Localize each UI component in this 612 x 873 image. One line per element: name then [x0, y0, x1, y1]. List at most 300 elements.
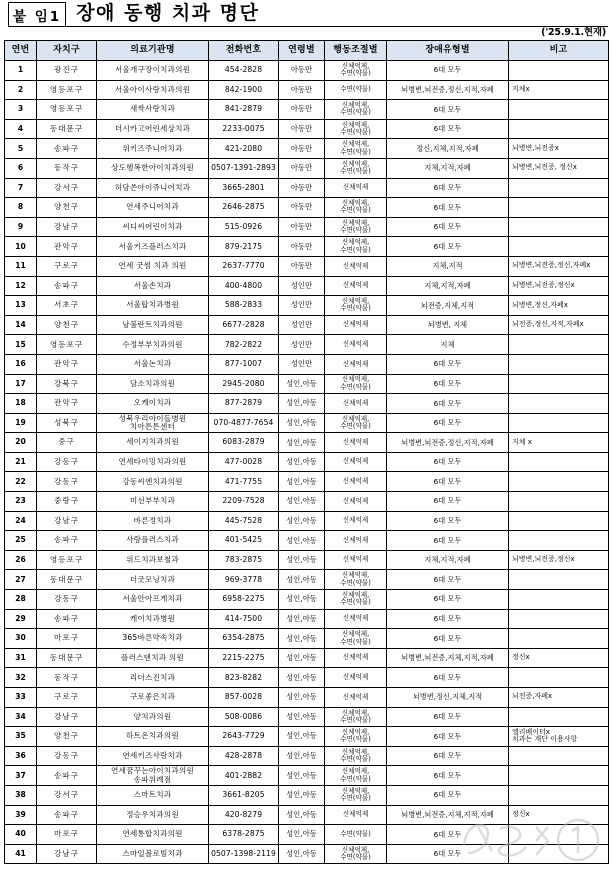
cell-age: 성인,아동: [279, 472, 325, 492]
table-row: [5, 100, 609, 120]
column-header: 연령별: [279, 41, 325, 61]
cell-ctrl: 신체억제: [325, 335, 387, 355]
cell-note: [509, 609, 609, 629]
cell-name: 남불란트치과의원: [97, 315, 209, 335]
table-row: [5, 550, 609, 570]
cell-note: [509, 452, 609, 472]
cell-num: 25: [5, 531, 37, 551]
cell-name: 서울안아프게치과: [97, 590, 209, 610]
cell-tel: 823-8282: [209, 668, 279, 688]
cell-ctrl: 수면(약물): [325, 80, 387, 100]
cell-gu: 송파구: [37, 609, 97, 629]
cell-tel: 783-2875: [209, 550, 279, 570]
column-header: 전화번호: [209, 41, 279, 61]
cell-age: 성인,아동: [279, 570, 325, 590]
cell-dis: 6대 모두: [387, 413, 509, 433]
cell-age: 성인,아동: [279, 394, 325, 414]
cell-gu: 동작구: [37, 158, 97, 178]
cell-tel: 841-2879: [209, 100, 279, 120]
cell-dis: 6대 모두: [387, 198, 509, 218]
table-row: [5, 139, 609, 159]
table-row: [5, 805, 609, 825]
cell-age: 성인,아동: [279, 805, 325, 825]
table-row: [5, 354, 609, 374]
cell-name: 성북우리아이들병원 치아튼튼센터: [97, 413, 209, 433]
cell-gu: 강서구: [37, 178, 97, 198]
cell-age: 아동만: [279, 80, 325, 100]
cell-name: 세이지치과의원: [97, 433, 209, 453]
cell-dis: 뇌병변,뇌전증,정신,지적,자폐: [387, 433, 509, 453]
cell-ctrl: 신체억제: [325, 648, 387, 668]
cell-num: 1: [5, 61, 37, 81]
table-row: [5, 746, 609, 766]
table-row: [5, 648, 609, 668]
cell-gu: 양천구: [37, 727, 97, 747]
cell-ctrl: 신체억제, 수면(약물): [325, 766, 387, 786]
cell-tel: 515-0926: [209, 217, 279, 237]
table-row: [5, 413, 609, 433]
cell-tel: 420-8279: [209, 805, 279, 825]
cell-tel: 421-2080: [209, 139, 279, 159]
table-row: [5, 629, 609, 649]
cell-tel: 2215-2275: [209, 648, 279, 668]
cell-dis: 6대 모두: [387, 570, 509, 590]
cell-tel: 414-7500: [209, 609, 279, 629]
cell-tel: 2643-7729: [209, 727, 279, 747]
cell-tel: 2646-2875: [209, 198, 279, 218]
cell-gu: 강남구: [37, 844, 97, 864]
document-header: [4, 2, 608, 36]
cell-age: 아동만: [279, 237, 325, 257]
cell-dis: 뇌병변,정신,지체,지적: [387, 688, 509, 708]
cell-name: 서울개구장이치과의원: [97, 61, 209, 81]
table-row: [5, 198, 609, 218]
cell-name: 스마일볼로빔치과: [97, 844, 209, 864]
cell-ctrl: 신체억제: [325, 492, 387, 512]
cell-tel: 400-4800: [209, 276, 279, 296]
cell-ctrl: 신체억제, 수면(약물): [325, 629, 387, 649]
table-row: [5, 688, 609, 708]
cell-dis: 지체,지적,자폐: [387, 550, 509, 570]
cell-num: 5: [5, 139, 37, 159]
cell-dis: 6대 모두: [387, 472, 509, 492]
cell-note: [509, 413, 609, 433]
cell-note: [509, 100, 609, 120]
cell-num: 21: [5, 452, 37, 472]
column-header: 자치구: [37, 41, 97, 61]
cell-ctrl: 신체억제: [325, 452, 387, 472]
cell-age: 아동만: [279, 217, 325, 237]
cell-name: 위키즈주니어치과: [97, 139, 209, 159]
cell-name: 연세 굿썸 치과 의원: [97, 256, 209, 276]
cell-note: 뇌전증,정신,지적,자폐x: [509, 315, 609, 335]
table-body: [5, 61, 609, 864]
cell-age: 성인,아동: [279, 550, 325, 570]
cell-note: [509, 217, 609, 237]
cell-note: [509, 668, 609, 688]
cell-note: [509, 354, 609, 374]
cell-gu: 강동구: [37, 472, 97, 492]
cell-gu: 광진구: [37, 61, 97, 81]
cell-gu: 영등포구: [37, 80, 97, 100]
cell-name: 서울탑치과병원: [97, 296, 209, 316]
table-row: [5, 296, 609, 316]
cell-ctrl: 신체억제, 수면(약물): [325, 844, 387, 864]
cell-age: 아동만: [279, 139, 325, 159]
cell-note: 뇌병변,뇌전증, 정신x: [509, 158, 609, 178]
cell-ctrl: 신체억제: [325, 276, 387, 296]
cell-age: 성인,아동: [279, 785, 325, 805]
cell-ctrl: 신체억제, 수면(약물): [325, 570, 387, 590]
cell-tel: 3661-8205: [209, 785, 279, 805]
cell-gu: 성북구: [37, 413, 97, 433]
page-title: 장애 동행 치과 명단: [76, 1, 260, 24]
cell-gu: 강남구: [37, 511, 97, 531]
cell-tel: 0507-1391-2893: [209, 158, 279, 178]
cell-age: 아동만: [279, 100, 325, 120]
cell-tel: 588-2833: [209, 296, 279, 316]
cell-name: 오케이치과: [97, 394, 209, 414]
cell-name: 플러스덴치과 의원: [97, 648, 209, 668]
cell-dis: 지체: [387, 335, 509, 355]
cell-ctrl: 신체억제: [325, 472, 387, 492]
cell-ctrl: 신체억제: [325, 256, 387, 276]
cell-ctrl: 신체억제, 수면(약물): [325, 198, 387, 218]
cell-name: 미선부부치과: [97, 492, 209, 512]
cell-tel: 070-4877-7654: [209, 413, 279, 433]
cell-note: [509, 374, 609, 394]
cell-tel: 508-0086: [209, 707, 279, 727]
cell-dis: 6대 모두: [387, 785, 509, 805]
column-header: 의료기관명: [97, 41, 209, 61]
cell-note: 뇌병변,뇌전증,정신,자폐x: [509, 256, 609, 276]
table-row: [5, 237, 609, 257]
cell-note: [509, 766, 609, 786]
cell-num: 41: [5, 844, 37, 864]
table-row: [5, 433, 609, 453]
cell-name: 수정부부치과의원: [97, 335, 209, 355]
table-row: [5, 61, 609, 81]
table-row: [5, 335, 609, 355]
cell-num: 17: [5, 374, 37, 394]
cell-name: 리더스진치과: [97, 668, 209, 688]
cell-dis: 6대 모두: [387, 727, 509, 747]
cell-age: 성인,아동: [279, 707, 325, 727]
cell-gu: 마포구: [37, 825, 97, 845]
table-row: [5, 315, 609, 335]
cell-age: 성인,아동: [279, 511, 325, 531]
cell-dis: 6대 모두: [387, 746, 509, 766]
cell-note: 정신x: [509, 648, 609, 668]
cell-name: 더시카고어린세상치과: [97, 119, 209, 139]
cell-num: 31: [5, 648, 37, 668]
cell-age: 아동만: [279, 119, 325, 139]
cell-note: 뇌병변,뇌전증x: [509, 139, 609, 159]
cell-name: 바른정치과: [97, 511, 209, 531]
cell-note: [509, 707, 609, 727]
cell-gu: 양천구: [37, 198, 97, 218]
cell-name: 위드치과보철과: [97, 550, 209, 570]
column-header: 연번: [5, 41, 37, 61]
cell-num: 22: [5, 472, 37, 492]
cell-ctrl: 신체억제: [325, 315, 387, 335]
cell-age: 성인,아동: [279, 452, 325, 472]
cell-age: 성인,아동: [279, 766, 325, 786]
cell-tel: 6677-2828: [209, 315, 279, 335]
cell-dis: 6대 모두: [387, 119, 509, 139]
cell-dis: 6대 모두: [387, 178, 509, 198]
cell-name: 허담쓴아이쥬니어치과: [97, 178, 209, 198]
cell-tel: 3665-2801: [209, 178, 279, 198]
cell-gu: 강남구: [37, 707, 97, 727]
cell-gu: 관악구: [37, 237, 97, 257]
cell-note: [509, 237, 609, 257]
cell-num: 35: [5, 727, 37, 747]
cell-note: [509, 119, 609, 139]
cell-ctrl: 신체억제, 수면(약물): [325, 746, 387, 766]
cell-tel: 401-5425: [209, 531, 279, 551]
cell-age: 성인,아동: [279, 727, 325, 747]
cell-gu: 동대문구: [37, 648, 97, 668]
cell-ctrl: 신체억제: [325, 531, 387, 551]
table-row: [5, 119, 609, 139]
cell-dis: 6대 모두: [387, 590, 509, 610]
cell-num: 18: [5, 394, 37, 414]
cell-tel: 969-3778: [209, 570, 279, 590]
cell-note: [509, 629, 609, 649]
cell-ctrl: 신체억제: [325, 609, 387, 629]
cell-num: 3: [5, 100, 37, 120]
cell-gu: 송파구: [37, 139, 97, 159]
cell-dis: 지체,지적: [387, 256, 509, 276]
cell-ctrl: 수면(약물): [325, 825, 387, 845]
cell-tel: 2233-0075: [209, 119, 279, 139]
cell-ctrl: 신체억제, 수면(약물): [325, 374, 387, 394]
cell-tel: 6083-2879: [209, 433, 279, 453]
cell-name: 정승우치과의원: [97, 805, 209, 825]
cell-age: 성인만: [279, 335, 325, 355]
cell-dis: 지체,지적,자폐: [387, 158, 509, 178]
cell-name: 담소치과의원: [97, 374, 209, 394]
table-row: [5, 374, 609, 394]
table-row: [5, 766, 609, 786]
cell-ctrl: 신체억제: [325, 178, 387, 198]
cell-dis: 6대 모두: [387, 766, 509, 786]
cell-gu: 강남구: [37, 217, 97, 237]
cell-num: 26: [5, 550, 37, 570]
cell-num: 13: [5, 296, 37, 316]
cell-age: 성인만: [279, 315, 325, 335]
cell-tel: 857-0028: [209, 688, 279, 708]
cell-num: 9: [5, 217, 37, 237]
column-header: 장애유형별: [387, 41, 509, 61]
cell-gu: 송파구: [37, 276, 97, 296]
cell-gu: 강서구: [37, 785, 97, 805]
cell-age: 성인,아동: [279, 609, 325, 629]
cell-note: [509, 590, 609, 610]
cell-ctrl: 신체억제: [325, 550, 387, 570]
cell-num: 16: [5, 354, 37, 374]
cell-name: 케이치과병원: [97, 609, 209, 629]
cell-name: 연세키즈사랑치과: [97, 746, 209, 766]
cell-num: 11: [5, 256, 37, 276]
cell-gu: 양천구: [37, 315, 97, 335]
table-row: [5, 570, 609, 590]
cell-dis: 6대 모두: [387, 217, 509, 237]
cell-gu: 동작구: [37, 668, 97, 688]
cell-tel: 2209-7528: [209, 492, 279, 512]
cell-age: 성인,아동: [279, 413, 325, 433]
attachment-label: 붙 임1: [8, 2, 66, 27]
cell-note: 뇌전증,자폐x: [509, 688, 609, 708]
cell-age: 성인만: [279, 296, 325, 316]
cell-gu: 서초구: [37, 296, 97, 316]
cell-name: 365바른약속치과: [97, 629, 209, 649]
table-header-row: [5, 41, 609, 61]
cell-dis: 6대 모두: [387, 629, 509, 649]
cell-dis: 6대 모두: [387, 354, 509, 374]
cell-num: 29: [5, 609, 37, 629]
cell-num: 7: [5, 178, 37, 198]
cell-ctrl: 신체억제: [325, 433, 387, 453]
cell-dis: 6대 모두: [387, 668, 509, 688]
cell-age: 성인만: [279, 354, 325, 374]
cell-gu: 영등포구: [37, 100, 97, 120]
cell-note: [509, 61, 609, 81]
cell-ctrl: 신체억제: [325, 394, 387, 414]
table-row: [5, 178, 609, 198]
table-row: [5, 609, 609, 629]
cell-num: 15: [5, 335, 37, 355]
cell-age: 성인,아동: [279, 374, 325, 394]
cell-ctrl: 신체억제, 수면(약물): [325, 158, 387, 178]
table-row: [5, 158, 609, 178]
cell-age: 성인,아동: [279, 433, 325, 453]
table-row: [5, 256, 609, 276]
cell-gu: 영등포구: [37, 335, 97, 355]
table-row: [5, 668, 609, 688]
cell-age: 아동만: [279, 178, 325, 198]
cell-age: 성인,아동: [279, 844, 325, 864]
table-row: [5, 511, 609, 531]
cell-dis: 6대 모두: [387, 531, 509, 551]
cell-num: 2: [5, 80, 37, 100]
cell-gu: 강북구: [37, 374, 97, 394]
cell-ctrl: 신체억제, 수면(약물): [325, 785, 387, 805]
cell-dis: 6대 모두: [387, 511, 509, 531]
cell-tel: 2637-7770: [209, 256, 279, 276]
cell-note: [509, 472, 609, 492]
cell-ctrl: 신체억제: [325, 511, 387, 531]
cell-gu: 영등포구: [37, 550, 97, 570]
cell-note: 뇌병변,정신,자폐x: [509, 296, 609, 316]
table-row: [5, 276, 609, 296]
cell-num: 38: [5, 785, 37, 805]
cell-dis: 뇌병변,뇌전증,지체,지적,자폐: [387, 648, 509, 668]
cell-num: 33: [5, 688, 37, 708]
cell-ctrl: 신체억제: [325, 668, 387, 688]
cell-age: 성인,아동: [279, 531, 325, 551]
table-row: [5, 80, 609, 100]
cell-gu: 동대문구: [37, 119, 97, 139]
cell-ctrl: 신체억제, 수면(약물): [325, 119, 387, 139]
cell-ctrl: 신체억제, 수면(약물): [325, 139, 387, 159]
cell-num: 19: [5, 413, 37, 433]
title-container: [66, 2, 608, 27]
cell-gu: 강동구: [37, 746, 97, 766]
cell-age: 성인,아동: [279, 688, 325, 708]
cell-gu: 중구: [37, 433, 97, 453]
cell-dis: 6대 모두: [387, 609, 509, 629]
cell-ctrl: 신체억제, 수면(약물): [325, 413, 387, 433]
cell-ctrl: 신체억제, 수면(약물): [325, 727, 387, 747]
cell-dis: 6대 모두: [387, 452, 509, 472]
cell-age: 성인만: [279, 276, 325, 296]
cell-num: 28: [5, 590, 37, 610]
cell-name: 연세꿈꾸는아이치과의원 송파위례점: [97, 766, 209, 786]
dental-clinic-table: [4, 40, 609, 864]
cell-gu: 관악구: [37, 354, 97, 374]
table-row: [5, 825, 609, 845]
cell-note: 지체 x: [509, 433, 609, 453]
cell-ctrl: 신체억제, 수면(약물): [325, 100, 387, 120]
cell-tel: 6378-2875: [209, 825, 279, 845]
date-note: ('25.9.1.현재): [541, 27, 606, 38]
cell-num: 14: [5, 315, 37, 335]
cell-tel: 0507-1398-2119: [209, 844, 279, 864]
cell-name: 서울손치과: [97, 276, 209, 296]
cell-name: 연세주니어치과: [97, 198, 209, 218]
cell-age: 성인,아동: [279, 590, 325, 610]
table-row: [5, 452, 609, 472]
cell-num: 24: [5, 511, 37, 531]
cell-note: [509, 570, 609, 590]
cell-name: 사랑플러스치과: [97, 531, 209, 551]
cell-tel: 877-1007: [209, 354, 279, 374]
cell-ctrl: 신체억제, 수면(약물): [325, 217, 387, 237]
cell-tel: 471-7755: [209, 472, 279, 492]
cell-note: [509, 511, 609, 531]
cell-ctrl: 신체억제: [325, 354, 387, 374]
cell-age: 아동만: [279, 256, 325, 276]
cell-num: 40: [5, 825, 37, 845]
cell-note: [509, 531, 609, 551]
table-header: [5, 41, 609, 61]
cell-name: 강동씨엔치과의원: [97, 472, 209, 492]
cell-num: 34: [5, 707, 37, 727]
cell-age: 성인,아동: [279, 629, 325, 649]
cell-note: [509, 825, 609, 845]
cell-gu: 구로구: [37, 256, 97, 276]
table-row: [5, 394, 609, 414]
cell-note: 정신x: [509, 805, 609, 825]
cell-ctrl: 신체억제: [325, 805, 387, 825]
table-row: [5, 472, 609, 492]
cell-tel: 401-2882: [209, 766, 279, 786]
cell-num: 8: [5, 198, 37, 218]
cell-tel: 877-2879: [209, 394, 279, 414]
cell-num: 10: [5, 237, 37, 257]
cell-age: 성인,아동: [279, 492, 325, 512]
cell-name: 연세타이밍치과의원: [97, 452, 209, 472]
cell-num: 27: [5, 570, 37, 590]
cell-note: [509, 178, 609, 198]
column-header: 비고: [509, 41, 609, 61]
cell-gu: 중랑구: [37, 492, 97, 512]
cell-tel: 2945-2080: [209, 374, 279, 394]
cell-tel: 428-2878: [209, 746, 279, 766]
cell-gu: 구로구: [37, 688, 97, 708]
